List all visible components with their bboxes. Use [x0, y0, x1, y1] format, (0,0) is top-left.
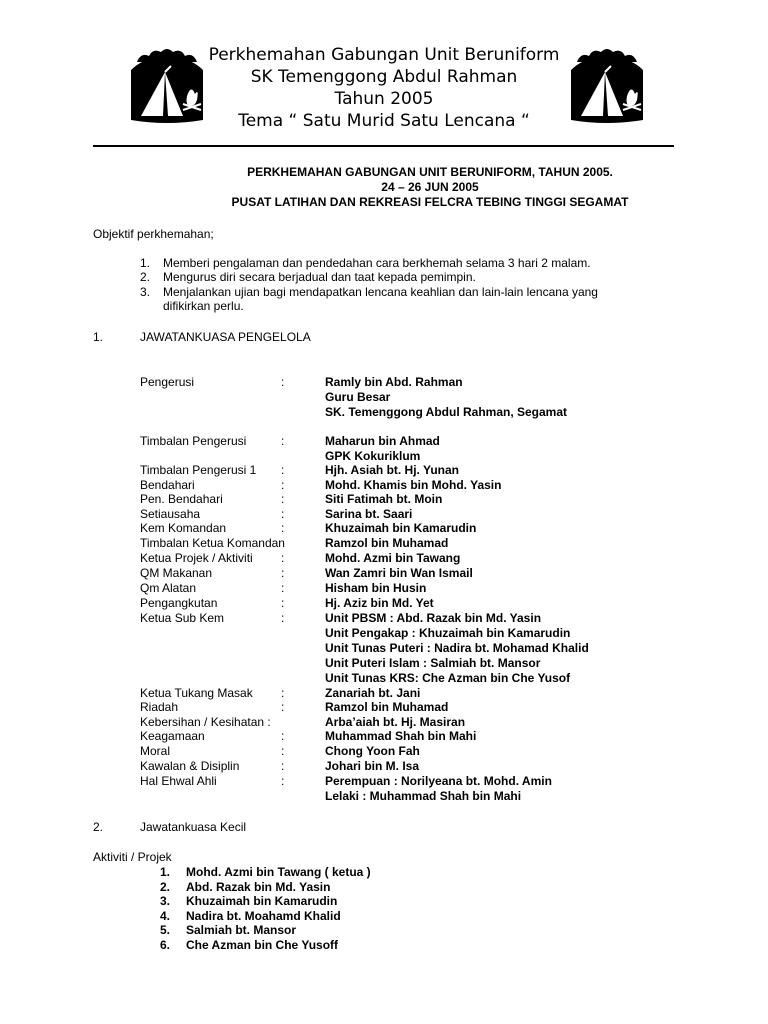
committee-colon: :: [281, 744, 285, 758]
committee-member: GPK Kokuriklum: [325, 449, 421, 463]
committee-member: Ramzol bin Muhamad: [325, 536, 449, 550]
committee-member: Hisham bin Husin: [325, 581, 427, 595]
committee-colon: :: [281, 551, 285, 565]
committee-colon: :: [281, 700, 285, 714]
committee-member: Arba’aiah bt. Hj. Masiran: [325, 715, 466, 729]
objective-text: Menjalankan ujian bagi mendapatkan lencana keahlian dan lain-lain lencana yang: [163, 285, 598, 299]
committee-member: Zanariah bt. Jani: [325, 686, 421, 700]
member-number: 6.: [160, 938, 171, 952]
header-year: Tahun 2005: [334, 89, 434, 109]
committee-member: Unit Tunas KRS: Che Azman bin Che Yusof: [325, 671, 571, 685]
committee-member: Mohd. Khamis bin Mohd. Yasin: [325, 478, 502, 492]
committee-member: Unit Tunas Puteri : Nadira bt. Mohamad Khalid: [325, 641, 589, 655]
committee-member: Maharun bin Ahmad: [325, 434, 440, 448]
event-venue: PUSAT LATIHAN DAN REKREASI FELCRA TEBING TINGGI SEGAMAT: [231, 195, 629, 209]
committee-member: Sarina bt. Saari: [325, 507, 413, 521]
section-title: Jawatankuasa Kecil: [140, 820, 247, 834]
committee-colon: :: [281, 774, 285, 788]
objective-number: 3.: [140, 285, 151, 299]
member-number: 1.: [160, 865, 171, 879]
committee-colon: :: [281, 463, 285, 477]
objective-number: 2.: [140, 270, 151, 284]
committee-role: Keagamaan: [140, 729, 205, 743]
member-name: Abd. Razak bin Md. Yasin: [186, 879, 331, 894]
objective-number: 1.: [140, 256, 151, 270]
subcommittee-title: Aktiviti / Projek: [93, 850, 172, 864]
committee-role: QM Makanan: [140, 566, 213, 580]
committee-member: Unit Pengakap : Khuzaimah bin Kamarudin: [325, 626, 571, 640]
committee-role: Kem Komandan: [140, 521, 227, 535]
header-theme: Tema “ Satu Murid Satu Lencana “: [238, 111, 530, 131]
committee-role: Kawalan & Disiplin: [140, 759, 240, 773]
committee-role: Timbalan Pengerusi: [140, 434, 247, 448]
section-title: JAWATANKUASA PENGELOLA: [140, 330, 311, 344]
committee-role: Ketua Projek / Aktiviti: [140, 551, 253, 565]
committee-member: Ramzol bin Muhamad: [325, 700, 449, 714]
committee-member: Unit Puteri Islam : Salmiah bt. Mansor: [325, 656, 541, 670]
member-name: Mohd. Azmi bin Tawang ( ketua ): [186, 865, 371, 879]
member-number: 4.: [160, 908, 171, 923]
member-name: Che Azman bin Che Yusoff: [186, 938, 339, 952]
member-number: 2.: [160, 879, 171, 894]
objective-text: Memberi pengalaman dan pendedahan cara berkhemah selama 3 hari 2 malam.: [163, 256, 591, 270]
committee-colon: :: [281, 596, 285, 610]
event-title: PERKHEMAHAN GABUNGAN UNIT BERUNIFORM, TAHUN 2005.: [247, 165, 613, 179]
committee-role: Pen. Bendahari: [140, 492, 223, 506]
member-name: Khuzaimah bin Kamarudin: [186, 894, 338, 909]
member-name: Salmiah bt. Mansor: [186, 923, 297, 938]
committee-member: Mohd. Azmi bin Tawang: [325, 551, 461, 565]
objectives-heading: Objektif perkhemahan;: [93, 227, 214, 241]
committee-member: Muhammad Shah bin Mahi: [325, 729, 477, 743]
committee-member: Khuzaimah bin Kamarudin: [325, 521, 477, 535]
committee-colon: :: [281, 611, 285, 625]
committee-role: Pengangkutan: [140, 596, 218, 610]
header-title: Perkhemahan Gabungan Unit Beruniform: [208, 45, 560, 65]
objective-text-continued: difikirkan perlu.: [163, 299, 244, 313]
objective-text: Mengurus diri secara berjadual dan taat kepada pemimpin.: [163, 270, 476, 284]
committee-member: Hjh. Asiah bt. Hj. Yunan: [325, 463, 460, 477]
header-school: SK Temenggong Abdul Rahman: [250, 67, 518, 87]
committee-role: Timbalan Pengerusi 1: [140, 463, 257, 477]
committee-colon: :: [281, 759, 285, 773]
committee-member: SK. Temenggong Abdul Rahman, Segamat: [325, 405, 568, 419]
committee-colon: :: [281, 507, 285, 521]
committee-colon: :: [281, 478, 285, 492]
committee-role: Bendahari: [140, 478, 195, 492]
committee-member: Unit PBSM : Abd. Razak bin Md. Yasin: [325, 611, 542, 625]
committee-colon: :: [281, 566, 285, 580]
committee-role: Pengerusi: [140, 375, 195, 389]
header-divider: [93, 145, 674, 147]
committee-role: Moral: [140, 744, 171, 758]
committee-colon: :: [281, 729, 285, 743]
committee-role: Ketua Sub Kem: [140, 611, 225, 625]
committee-colon: :: [281, 581, 285, 595]
committee-colon: :: [281, 375, 285, 389]
committee-role: Timbalan Ketua Komandan: [140, 536, 285, 550]
member-name: Nadira bt. Moahamd Khalid: [186, 908, 341, 923]
committee-role: Kebersihan / Kesihatan :: [140, 715, 271, 729]
committee-role: Riadah: [140, 700, 179, 714]
member-number: 5.: [160, 923, 171, 938]
committee-member: Wan Zamri bin Wan Ismail: [325, 566, 473, 580]
committee-role: Qm Alatan: [140, 581, 197, 595]
committee-role: Ketua Tukang Masak: [140, 686, 253, 700]
committee-colon: :: [281, 521, 285, 535]
member-number: 3.: [160, 894, 171, 909]
committee-member: Perempuan : Norilyeana bt. Mohd. Amin: [325, 774, 552, 788]
committee-colon: :: [281, 686, 285, 700]
committee-member: Ramly bin Abd. Rahman: [325, 375, 463, 389]
event-date: 24 – 26 JUN 2005: [381, 180, 479, 194]
committee-member: Guru Besar: [325, 390, 391, 404]
committee-colon: :: [281, 492, 285, 506]
committee-member: Lelaki : Muhammad Shah bin Mahi: [325, 789, 522, 803]
section-number: 2.: [93, 820, 104, 834]
committee-member: Hj. Aziz bin Md. Yet: [325, 596, 434, 610]
committee-role: Setiausaha: [140, 507, 201, 521]
committee-member: Siti Fatimah bt. Moin: [325, 492, 443, 506]
committee-member: Johari bin M. Isa: [325, 759, 420, 773]
committee-role: Hal Ehwal Ahli: [140, 774, 217, 788]
section-number: 1.: [93, 330, 104, 344]
committee-member: Chong Yoon Fah: [325, 744, 420, 758]
committee-colon: :: [281, 434, 285, 448]
